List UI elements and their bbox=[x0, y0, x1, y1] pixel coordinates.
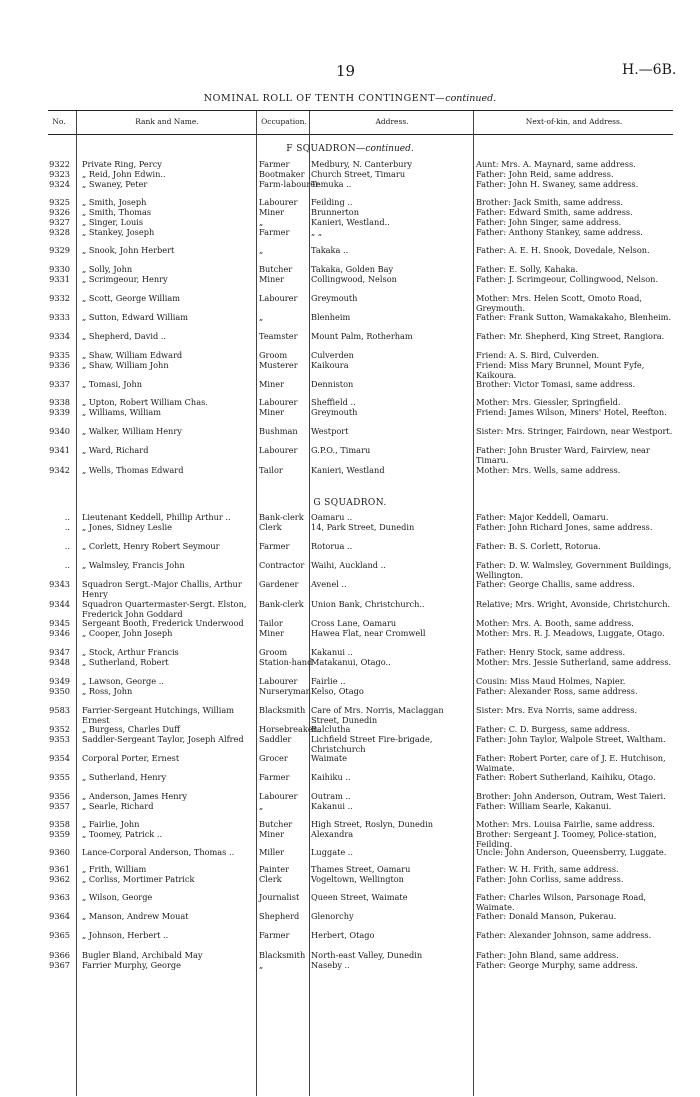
rank-and-name: „ Williams, William bbox=[82, 407, 162, 417]
service-number: 9352 bbox=[49, 724, 70, 734]
next-of-kin: Father: D. W. Walmsley, Government Buildings, Wellington. bbox=[476, 560, 672, 580]
address: Matakanui, Otago.. bbox=[311, 657, 391, 667]
service-number: 9345 bbox=[49, 618, 70, 628]
occupation: Labourer bbox=[259, 676, 298, 686]
header-next-of-kin: Next-of-kin, and Address. bbox=[525, 117, 623, 126]
occupation: Butcher bbox=[259, 264, 293, 274]
service-number: .. bbox=[64, 541, 70, 551]
occupation: Nurseryman bbox=[259, 686, 311, 696]
service-number: 9359 bbox=[49, 829, 70, 839]
next-of-kin: Father: Charles Wilson, Parsonage Road, Waimate. bbox=[476, 892, 647, 912]
next-of-kin: Mother: Mrs. Louisa Fairlie, same address. bbox=[476, 819, 655, 829]
address: Waihi, Auckland .. bbox=[311, 560, 386, 570]
next-of-kin: Father: George Murphy, same address. bbox=[476, 960, 638, 970]
rank-and-name: „ Lawson, George .. bbox=[82, 676, 164, 686]
service-number: .. bbox=[64, 560, 70, 570]
service-number: 9355 bbox=[49, 772, 70, 782]
service-number: 9327 bbox=[49, 217, 70, 227]
next-of-kin: Father: Henry Stock, same address. bbox=[476, 647, 626, 657]
rank-and-name: „ Smith, Joseph bbox=[82, 197, 147, 207]
address: Greymouth bbox=[311, 293, 358, 303]
service-number: 9361 bbox=[49, 864, 70, 874]
address: Union Bank, Christchurch.. bbox=[311, 599, 425, 609]
service-number: 9365 bbox=[49, 930, 70, 940]
rank-and-name: „ Manson, Andrew Mouat bbox=[82, 911, 189, 921]
rank-and-name: „ Stankey, Joseph bbox=[82, 227, 155, 237]
next-of-kin: Father: Alexander Ross, same address. bbox=[476, 686, 638, 696]
service-number: 9323 bbox=[49, 169, 70, 179]
service-number: 9356 bbox=[49, 791, 70, 801]
address: Kanieri, Westland bbox=[311, 465, 385, 475]
occupation: Groom bbox=[259, 350, 288, 360]
rank-and-name: „ Swaney, Peter bbox=[82, 179, 148, 189]
next-of-kin: Friend: Miss Mary Brunnel, Mount Fyfe, Kaikoura. bbox=[476, 360, 645, 380]
occupation: Clerk bbox=[259, 874, 282, 884]
address: High Street, Roslyn, Dunedin bbox=[311, 819, 433, 829]
address: Culverden bbox=[311, 350, 354, 360]
next-of-kin: Relative; Mrs. Wright, Avonside, Christchurch. bbox=[476, 599, 671, 609]
next-of-kin: Brother: Sergeant J. Toomey, Police-station, Feilding. bbox=[476, 829, 657, 849]
address: Avenel .. bbox=[311, 579, 347, 589]
rank-and-name: „ Singer, Louis bbox=[82, 217, 144, 227]
address: Lichfield Street Fire-brigade, Christchurch bbox=[311, 734, 433, 754]
service-number: 9346 bbox=[49, 628, 70, 638]
address: Thames Street, Oamaru bbox=[311, 864, 411, 874]
header-no: No. bbox=[52, 117, 66, 126]
section-heading-g-squadron bbox=[0, 498, 700, 508]
service-number: 9330 bbox=[49, 264, 70, 274]
next-of-kin: Father: Robert Porter, care of J. E. Hutchison, Waimate. bbox=[476, 753, 666, 773]
address: Rotorua .. bbox=[311, 541, 353, 551]
address: Mount Palm, Rotherham bbox=[311, 331, 413, 341]
column-divider bbox=[76, 111, 77, 1096]
occupation: Farmer bbox=[259, 227, 290, 237]
occupation: Shepherd bbox=[259, 911, 300, 921]
address: Sheffield .. bbox=[311, 397, 356, 407]
address: Takaka, Golden Bay bbox=[311, 264, 394, 274]
address: Westport bbox=[311, 426, 349, 436]
address: Fairlie .. bbox=[311, 676, 346, 686]
occupation: Labourer bbox=[259, 197, 298, 207]
address: Kaikoura bbox=[311, 360, 349, 370]
next-of-kin: Mother: Mrs. Giessler, Springfield. bbox=[476, 397, 621, 407]
next-of-kin: Father: B. S. Corlett, Rotorua. bbox=[476, 541, 601, 551]
occupation: Musterer bbox=[259, 360, 298, 370]
address: Oamaru .. bbox=[311, 512, 353, 522]
column-divider bbox=[473, 111, 474, 1096]
service-number: 9338 bbox=[49, 397, 70, 407]
service-number: 9344 bbox=[49, 599, 70, 609]
address: Denniston bbox=[311, 379, 354, 389]
service-number: 9332 bbox=[49, 293, 70, 303]
rank-and-name: „ Corliss, Mortimer Patrick bbox=[82, 874, 195, 884]
occupation: Miner bbox=[259, 628, 285, 638]
service-number: 9329 bbox=[49, 245, 70, 255]
service-number: 9333 bbox=[49, 312, 70, 322]
service-number: .. bbox=[64, 522, 70, 532]
rank-and-name: „ Snook, John Herbert bbox=[82, 245, 175, 255]
address: Queen Street, Waimate bbox=[311, 892, 408, 902]
occupation: Clerk bbox=[259, 522, 282, 532]
address: Waimate bbox=[311, 753, 347, 763]
address: Kakanui .. bbox=[311, 801, 353, 811]
next-of-kin: Father: A. E. H. Snook, Dovedale, Nelson. bbox=[476, 245, 650, 255]
occupation: Farm-labourer bbox=[259, 179, 320, 189]
rank-and-name: „ Scott, George William bbox=[82, 293, 181, 303]
rank-and-name: „ Wilson, George bbox=[82, 892, 153, 902]
next-of-kin: Mother: Mrs. A. Booth, same address. bbox=[476, 618, 634, 628]
address: Feilding .. bbox=[311, 197, 353, 207]
occupation: Station-hand bbox=[259, 657, 313, 667]
next-of-kin: Father: George Challis, same address. bbox=[476, 579, 635, 589]
service-number: 9342 bbox=[49, 465, 70, 475]
occupation: Groom bbox=[259, 647, 288, 657]
next-of-kin: Father: John Bland, same address. bbox=[476, 950, 619, 960]
occupation: Labourer bbox=[259, 397, 298, 407]
next-of-kin: Cousin: Miss Maud Holmes, Napier. bbox=[476, 676, 626, 686]
rank-and-name: „ Ross, John bbox=[82, 686, 133, 696]
address: Vogeltown, Wellington bbox=[311, 874, 404, 884]
rank-and-name: „ Reid, John Edwin.. bbox=[82, 169, 166, 179]
occupation: „ bbox=[259, 312, 264, 322]
service-number: 9328 bbox=[49, 227, 70, 237]
occupation: Farmer bbox=[259, 541, 290, 551]
rank-and-name: „ Frith, William bbox=[82, 864, 147, 874]
next-of-kin: Father: Frank Sutton, Wamakakaho, Blenheim. bbox=[476, 312, 672, 322]
rank-and-name: Saddler-Sergeant Taylor, Joseph Alfred bbox=[82, 734, 244, 744]
occupation: Blacksmith bbox=[259, 950, 306, 960]
next-of-kin: Father: E. Solly, Kahaka. bbox=[476, 264, 578, 274]
service-number: 9334 bbox=[49, 331, 70, 341]
service-number: 9354 bbox=[49, 753, 70, 763]
occupation: „ bbox=[259, 960, 264, 970]
rank-and-name: „ Solly, John bbox=[82, 264, 133, 274]
rank-and-name: „ Wells, Thomas Edward bbox=[82, 465, 184, 475]
service-number: 9353 bbox=[49, 734, 70, 744]
rank-and-name: „ Corlett, Henry Robert Seymour bbox=[82, 541, 220, 551]
service-number: 9325 bbox=[49, 197, 70, 207]
rank-and-name: „ Toomey, Patrick .. bbox=[82, 829, 163, 839]
rank-and-name: „ Scrimgeour, Henry bbox=[82, 274, 168, 284]
address: Naseby .. bbox=[311, 960, 350, 970]
address: Medbury, N. Canterbury bbox=[311, 159, 413, 169]
next-of-kin: Mother: Mrs. Wells, same address. bbox=[476, 465, 621, 475]
document-reference: H.—6B. bbox=[622, 62, 677, 78]
address: Alexandra bbox=[311, 829, 354, 839]
rank-and-name: Private Ring, Percy bbox=[82, 159, 162, 169]
next-of-kin: Mother: Mrs. R. J. Meadows, Luggate, Otago. bbox=[476, 628, 665, 638]
service-number: 9331 bbox=[49, 274, 70, 284]
address: Kelso, Otago bbox=[311, 686, 364, 696]
next-of-kin: Father: John Richard Jones, same address. bbox=[476, 522, 653, 532]
occupation: Teamster bbox=[259, 331, 298, 341]
rank-and-name: „ Cooper, John Joseph bbox=[82, 628, 173, 638]
section-g-label: G SQUADRON. bbox=[313, 498, 387, 508]
rank-and-name: „ Burgess, Charles Duff bbox=[82, 724, 180, 734]
service-number: .. bbox=[64, 512, 70, 522]
occupation: „ bbox=[259, 217, 264, 227]
next-of-kin: Father: Anthony Stankey, same address. bbox=[476, 227, 643, 237]
section-f-continued: continued. bbox=[365, 144, 414, 154]
next-of-kin: Father: Donald Manson, Pukerau. bbox=[476, 911, 617, 921]
occupation: Bootmaker bbox=[259, 169, 305, 179]
rank-and-name: Squadron Sergt.-Major Challis, Arthur Henry bbox=[82, 579, 242, 599]
service-number: 9322 bbox=[49, 159, 70, 169]
occupation: Labourer bbox=[259, 445, 298, 455]
table-header-rule bbox=[48, 134, 673, 135]
service-number: 9341 bbox=[49, 445, 70, 455]
address: „ „ bbox=[311, 227, 323, 237]
occupation: Bank-clerk bbox=[259, 599, 304, 609]
occupation: Journalist bbox=[259, 892, 300, 902]
service-number: 9349 bbox=[49, 676, 70, 686]
service-number: 9347 bbox=[49, 647, 70, 657]
rank-and-name: „ Sutherland, Henry bbox=[82, 772, 167, 782]
next-of-kin: Father: John Reid, same address. bbox=[476, 169, 614, 179]
occupation: Contractor bbox=[259, 560, 305, 570]
next-of-kin: Father: John Taylor, Walpole Street, Waltham. bbox=[476, 734, 666, 744]
document-title bbox=[0, 93, 700, 104]
service-number: 9364 bbox=[49, 911, 70, 921]
next-of-kin: Sister: Mrs. Stringer, Fairdown, near Westport. bbox=[476, 426, 673, 436]
next-of-kin: Mother: Mrs. Helen Scott, Omoto Road, Greymouth. bbox=[476, 293, 642, 313]
rank-and-name: „ Tomasi, John bbox=[82, 379, 143, 389]
section-f-label: F SQUADRON— bbox=[286, 144, 366, 154]
occupation: „ bbox=[259, 245, 264, 255]
address: Cross Lane, Oamaru bbox=[311, 618, 397, 628]
address: Takaka .. bbox=[311, 245, 349, 255]
occupation: Blacksmith bbox=[259, 705, 306, 715]
occupation: Bank-clerk bbox=[259, 512, 304, 522]
next-of-kin: Friend: A. S. Bird, Culverden. bbox=[476, 350, 600, 360]
rank-and-name: „ Shepherd, David .. bbox=[82, 331, 167, 341]
title-continued: continued. bbox=[445, 93, 497, 104]
next-of-kin: Father: John Bruster Ward, Fairview, near Timaru. bbox=[476, 445, 650, 465]
service-number: 9362 bbox=[49, 874, 70, 884]
next-of-kin: Friend: James Wilson, Miners' Hotel, Reefton. bbox=[476, 407, 667, 417]
service-number: 9339 bbox=[49, 407, 70, 417]
rank-and-name: „ Ward, Richard bbox=[82, 445, 149, 455]
occupation: Labourer bbox=[259, 791, 298, 801]
page-number: 19 bbox=[336, 62, 356, 80]
table-top-rule bbox=[48, 110, 673, 111]
address: Glenorchy bbox=[311, 911, 354, 921]
service-number: 9583 bbox=[49, 705, 70, 715]
occupation: Miner bbox=[259, 274, 285, 284]
next-of-kin: Father: William Searle, Kakanui. bbox=[476, 801, 612, 811]
occupation: Painter bbox=[259, 864, 289, 874]
address: North-east Valley, Dunedin bbox=[311, 950, 423, 960]
header-occupation: Occupation. bbox=[261, 117, 307, 126]
next-of-kin: Father: John Corliss, same address. bbox=[476, 874, 624, 884]
occupation: Gardener bbox=[259, 579, 299, 589]
rank-and-name: „ Stock, Arthur Francis bbox=[82, 647, 179, 657]
occupation: Farmer bbox=[259, 159, 290, 169]
address: Kakanui .. bbox=[311, 647, 353, 657]
address: Kaihiku .. bbox=[311, 772, 351, 782]
address: Hawea Flat, near Cromwell bbox=[311, 628, 426, 638]
occupation: Miner bbox=[259, 207, 285, 217]
header-rank: Rank and Name. bbox=[135, 117, 199, 126]
occupation: Miner bbox=[259, 407, 285, 417]
title-main: NOMINAL ROLL OF TENTH CONTINGENT— bbox=[203, 93, 446, 104]
occupation: Farmer bbox=[259, 930, 290, 940]
rank-and-name: „ Shaw, William Edward bbox=[82, 350, 183, 360]
address: Herbert, Otago bbox=[311, 930, 375, 940]
service-number: 9367 bbox=[49, 960, 70, 970]
service-number: 9350 bbox=[49, 686, 70, 696]
address: Luggate .. bbox=[311, 847, 354, 857]
occupation: Horsebreaker.. bbox=[259, 724, 321, 734]
rank-and-name: „ Sutherland, Robert bbox=[82, 657, 169, 667]
rank-and-name: „ Jones, Sidney Leslie bbox=[82, 522, 172, 532]
header-address: Address. bbox=[375, 117, 409, 126]
next-of-kin: Uncle: John Anderson, Queensberry, Luggate. bbox=[476, 847, 667, 857]
service-number: 9337 bbox=[49, 379, 70, 389]
service-number: 9363 bbox=[49, 892, 70, 902]
address: Outram .. bbox=[311, 791, 351, 801]
service-number: 9366 bbox=[49, 950, 70, 960]
rank-and-name: „ Searle, Richard bbox=[82, 801, 154, 811]
occupation: Miner bbox=[259, 829, 285, 839]
rank-and-name: Lieutenant Keddell, Phillip Arthur .. bbox=[82, 512, 231, 522]
next-of-kin: Father: Mr. Shepherd, King Street, Rangiora. bbox=[476, 331, 665, 341]
rank-and-name: Squadron Quartermaster-Sergt. Elston, Frederick John Goddard bbox=[82, 599, 247, 619]
rank-and-name: „ Shaw, William John bbox=[82, 360, 169, 370]
next-of-kin: Father: Major Keddell, Oamaru. bbox=[476, 512, 609, 522]
next-of-kin: Brother: John Anderson, Outram, West Taieri. bbox=[476, 791, 666, 801]
service-number: 9326 bbox=[49, 207, 70, 217]
service-number: 9358 bbox=[49, 819, 70, 829]
next-of-kin: Father: Edward Smith, same address. bbox=[476, 207, 633, 217]
rank-and-name: „ Sutton, Edward William bbox=[82, 312, 188, 322]
address: Kanieri, Westland.. bbox=[311, 217, 390, 227]
occupation: Grocer bbox=[259, 753, 288, 763]
rank-and-name: „ Johnson, Herbert .. bbox=[82, 930, 169, 940]
rank-and-name: „ Smith, Thomas bbox=[82, 207, 152, 217]
address: Blenheim bbox=[311, 312, 351, 322]
service-number: 9335 bbox=[49, 350, 70, 360]
next-of-kin: Father: J. Scrimgeour, Collingwood, Nelson. bbox=[476, 274, 659, 284]
section-heading-f-squadron bbox=[0, 144, 700, 154]
rank-and-name: „ Walmsley, Francis John bbox=[82, 560, 185, 570]
rank-and-name: Lance-Corporal Anderson, Thomas .. bbox=[82, 847, 235, 857]
rank-and-name: Sergeant Booth, Frederick Underwood bbox=[82, 618, 244, 628]
service-number: 9360 bbox=[49, 847, 70, 857]
column-divider bbox=[256, 111, 257, 1096]
address: Greymouth bbox=[311, 407, 358, 417]
occupation: Saddler bbox=[259, 734, 292, 744]
service-number: 9324 bbox=[49, 179, 70, 189]
service-number: 9357 bbox=[49, 801, 70, 811]
rank-and-name: Farrier Murphy, George bbox=[82, 960, 181, 970]
occupation: Bushman bbox=[259, 426, 298, 436]
address: Care of Mrs. Norris, Maclaggan Street, Dunedin bbox=[311, 705, 444, 725]
address: G.P.O., Timaru bbox=[311, 445, 371, 455]
next-of-kin: Father: Robert Sutherland, Kaihiku, Otago. bbox=[476, 772, 656, 782]
address: Brunnerton bbox=[311, 207, 360, 217]
address: Collingwood, Nelson bbox=[311, 274, 397, 284]
rank-and-name: „ Anderson, James Henry bbox=[82, 791, 188, 801]
rank-and-name: Bugler Bland, Archibald May bbox=[82, 950, 203, 960]
next-of-kin: Father: Alexander Johnson, same address. bbox=[476, 930, 652, 940]
rank-and-name: „ Upton, Robert William Chas. bbox=[82, 397, 208, 407]
next-of-kin: Brother: Victor Tomasi, same address. bbox=[476, 379, 636, 389]
address: Balclutha bbox=[311, 724, 351, 734]
next-of-kin: Brother: Jack Smith, same address. bbox=[476, 197, 624, 207]
occupation: „ bbox=[259, 801, 264, 811]
next-of-kin: Father: John H. Swaney, same address. bbox=[476, 179, 639, 189]
address: Temuka .. bbox=[311, 179, 352, 189]
next-of-kin: Father: C. D. Burgess, same address. bbox=[476, 724, 630, 734]
address: Church Street, Timaru bbox=[311, 169, 406, 179]
occupation: Labourer bbox=[259, 293, 298, 303]
service-number: 9348 bbox=[49, 657, 70, 667]
occupation: Butcher bbox=[259, 819, 293, 829]
rank-and-name: Farrier-Sergeant Hutchings, William Ernest bbox=[82, 705, 234, 725]
address: 14, Park Street, Dunedin bbox=[311, 522, 415, 532]
next-of-kin: Mother: Mrs. Jessie Sutherland, same address. bbox=[476, 657, 672, 667]
rank-and-name: „ Fairlie, John bbox=[82, 819, 140, 829]
occupation: Tailor bbox=[259, 465, 283, 475]
service-number: 9340 bbox=[49, 426, 70, 436]
occupation: Farmer bbox=[259, 772, 290, 782]
next-of-kin: Sister: Mrs. Eva Norris, same address. bbox=[476, 705, 637, 715]
next-of-kin: Aunt: Mrs. A. Maynard, same address. bbox=[476, 159, 636, 169]
next-of-kin: Father: W. H. Frith, same address. bbox=[476, 864, 619, 874]
next-of-kin: Father: John Singer, same address. bbox=[476, 217, 622, 227]
service-number: 9343 bbox=[49, 579, 70, 589]
service-number: 9336 bbox=[49, 360, 70, 370]
rank-and-name: „ Walker, William Henry bbox=[82, 426, 182, 436]
occupation: Miller bbox=[259, 847, 284, 857]
occupation: Tailor bbox=[259, 618, 283, 628]
occupation: Miner bbox=[259, 379, 285, 389]
rank-and-name: Corporal Porter, Ernest bbox=[82, 753, 180, 763]
